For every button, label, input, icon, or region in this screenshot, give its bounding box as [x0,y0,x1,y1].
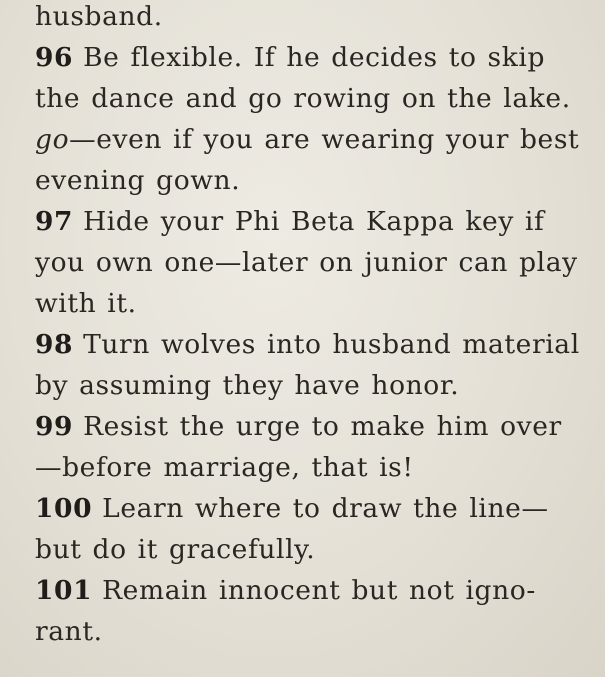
tip-99: 99 Resist the urge to make him over [35,411,562,442]
tip-101: 101 Remain innocent but not igno- [35,575,536,606]
tip-number: 99 [35,411,74,442]
text-line: —before marriage, that is! [35,452,414,483]
text-line: evening gown. [35,165,241,196]
text-line: you own one—later on junior can play [35,247,578,278]
tip-number: 98 [35,329,74,360]
tip-100: 100 Learn where to draw the line— [35,493,549,524]
text-line: with it. [35,288,137,319]
text-line: but do it gracefully. [35,534,316,565]
text-line: husband. [35,1,163,32]
text-line: rant. [35,616,103,647]
italic-word: go [35,124,70,155]
tip-number: 97 [35,206,74,237]
page-text [35,0,580,652]
tip-number: 100 [35,493,93,524]
tip-97: 97 Hide your Phi Beta Kappa key if [35,206,545,237]
tip-96: 96 Be flexible. If he decides to skip [35,42,546,73]
text-line: by assuming they have honor. [35,370,460,401]
tip-number: 101 [35,575,93,606]
text-line: go—even if you are wearing your best [35,124,580,155]
text-line: the dance and go rowing on the lake. [35,83,571,114]
tip-number: 96 [35,42,74,73]
tip-98: 98 Turn wolves into husband material [35,329,580,360]
